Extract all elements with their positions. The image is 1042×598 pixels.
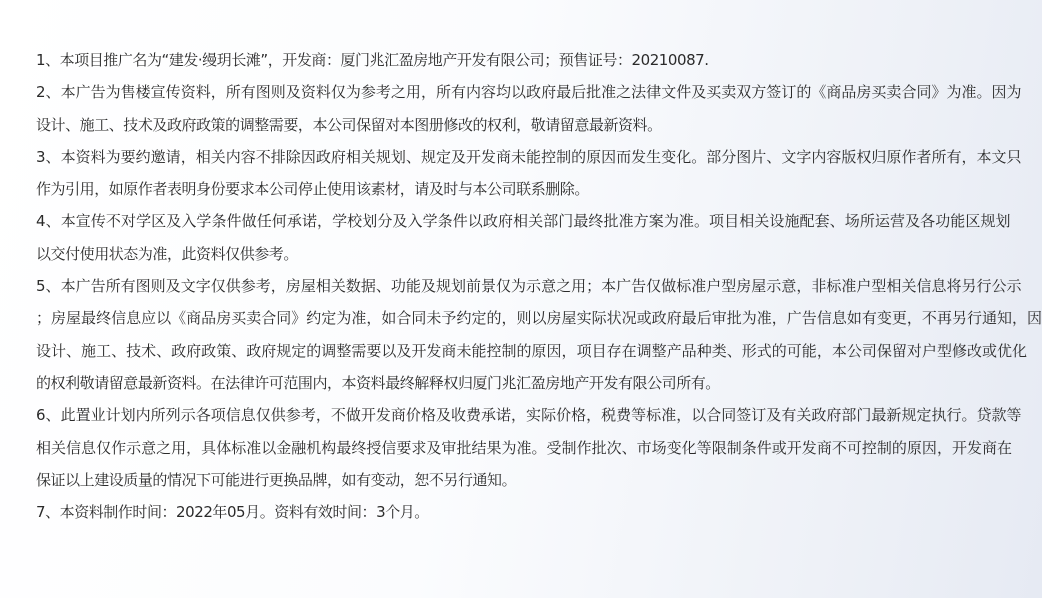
- disclaimer-line: 2 、 本 广 告 为 售 楼 宣 传 资 料 ， 所 有 图 则 及 资 料 仅 为 参 考 之 用 ， 所 有 内 容 均 以 政 府 最 后 批 准 之 法 律 文 件 及 买 卖 双 方 签 订 的 《 商 品 房 买 卖 合 同 》 为 准 。 因 为: [36, 83, 1022, 102]
- disclaimer-line: 的权利敬请留意最新资料。在法律许可范围内，本资料最终解释权归厦门兆汇盈房地产开发有限公司所有。: [36, 373, 720, 392]
- disclaimer-line: 1、本项目推广名为“建发·缦玥长滩”，开发商：厦门兆汇盈房地产开发有限公司；预售证号：20210087.: [36, 51, 709, 69]
- disclaimer-line: 4 、 本 宣 传 不 对 学 区 及 入 学 条 件 做 任 何 承 诺 ， 学 校 划 分 及 入 学 条 件 以 政 府 相 关 部 门 最 终 批 准 方 案 为 准 。 项 目 相 关 设 施 配 套 、 场 所 运 营 及 各 功 能 区 规 划: [36, 212, 1011, 231]
- disclaimer-line: 作为引用，如原作者表明身份要求本公司停止使用该素材，请及时与本公司联系删除。: [36, 180, 589, 199]
- disclaimer-line: 以交付使用状态为准，此资料仅供参考。: [36, 244, 298, 263]
- disclaimer-line: 7、本资料制作时间：2022年05月。资料有效时间：3个月。: [36, 503, 429, 522]
- disclaimer-line: 设 计 、 施 工 、 技 术 、 政 府 政 策 、 政 府 规 定 的 调 整 需 要 以 及 开 发 商 未 能 控 制 的 原 因 ， 项 目 存 在 调 整 产 品 种 类 、 形 式 的 可 能 ， 本 公 司 保 留 对 户 型 修 改 或 优 化: [36, 341, 1028, 360]
- disclaimer-line: 3 、 本 资 料 为 要 约 邀 请 ， 相 关 内 容 不 排 除 因 政 府 相 关 规 划 、 规 定 及 开 发 商 未 能 控 制 的 原 因 而 发 生 变 化 。 部 分 图 片 、 文 字 内 容 版 权 归 原 作 者 所 有 ， 本 文 只: [36, 147, 1022, 166]
- disclaimer-text-block: [36, 44, 1042, 528]
- disclaimer-line: 6 、 此 置 业 计 划 内 所 列 示 各 项 信 息 仅 供 参 考 ， 不 做 开 发 商 价 格 及 收 费 承 诺 ， 实 际 价 格 ， 税 费 等 标 准 ， 以 合 同 签 订 及 有 关 政 府 部 门 最 新 规 定 执 行 。 贷 款 等: [36, 406, 1022, 425]
- disclaimer-line: 保证以上建设质量的情况下可能进行更换品牌，如有变动，恕不另行通知。: [36, 470, 517, 489]
- disclaimer-line: 5 、 本 广 告 所 有 图 则 及 文 字 仅 供 参 考 ， 房 屋 相 关 数 据 、 功 能 及 规 划 前 景 仅 为 示 意 之 用 ； 本 广 告 仅 做 标 准 户 型 房 屋 示 意 ， 非 标 准 户 型 相 关 信 息 将 另 行 公 示: [36, 277, 1022, 296]
- disclaimer-line: 设计、施工、技术及政府政策的调整需要，本公司保留对本图册修改的权利，敬请留意最新资料。: [36, 115, 662, 134]
- disclaimer-line: 相 关 信 息 仅 作 示 意 之 用 ， 具 体 标 准 以 金 融 机 构 最 终 授 信 要 求 及 审 批 结 果 为 准 。 受 制 作 批 次 、 市 场 变 化 等 限 制 条 件 或 开 发 商 不 可 控 制 的 原 因 ， 开 发 商 在: [36, 438, 1013, 457]
- disclaimer-line: ； 房 屋 最 终 信 息 应 以 《 商 品 房 买 卖 合 同 》 约 定 为 准 ， 如 合 同 未 予 约 定 的 ， 则 以 房 屋 实 际 状 况 或 政 府 最 后 审 批 为 准 ， 广 告 信 息 如 有 变 更 ， 不 再 另 行 通 知 ， 因: [36, 309, 1042, 328]
